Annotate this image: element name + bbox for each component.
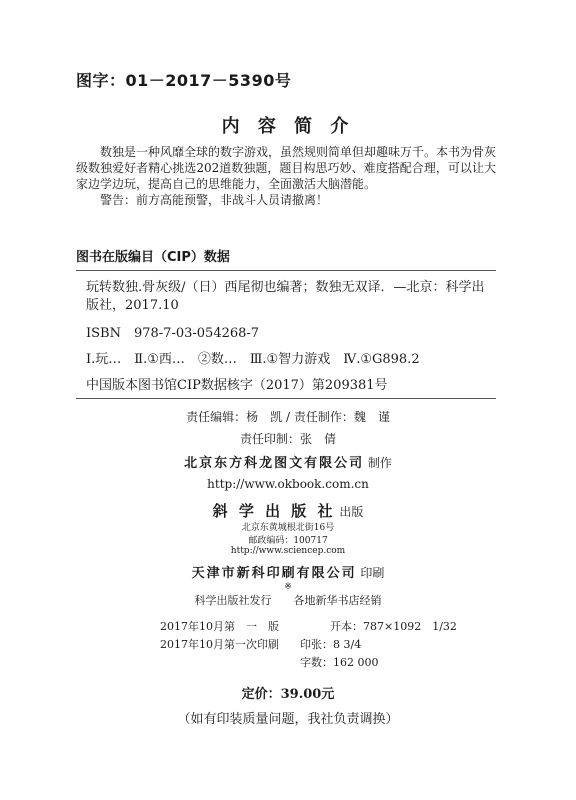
- cip-record: 玩转数独.骨灰级/（日）西尾彻也编著；数独无双译．—北京：科学出版社，2017.10: [86, 280, 485, 313]
- word-count: 字数：162 000: [300, 656, 379, 669]
- synopsis-paragraph: 数独是一种风靡全球的数字游戏，虽然规则简单但却趣味万千。本书为骨灰级数独爱好者精心挑选202道数独题，题目构思巧妙、难度搭配合理，可以让大家边学边玩，提高自己的思维能力，全面激活大脑潜能。: [76, 145, 497, 191]
- cip-top-rule: [76, 270, 496, 271]
- cip-data-number: 中国版本图书馆CIP数据核字（2017）第209381号: [86, 378, 388, 393]
- publisher-role: 出版: [339, 505, 364, 519]
- synopsis-warning: 警告：前方高能预警，非战斗人员请撤离！: [100, 193, 329, 207]
- producer-line: [0, 452, 576, 471]
- separator-mark: ※: [284, 582, 292, 592]
- producer-role: 制作: [367, 456, 392, 470]
- distribution-line: 科学出版社发行 各地新华书店经销: [194, 594, 382, 607]
- publisher-address: 北京东黄城根北街16号: [241, 523, 335, 533]
- printer-line: [0, 562, 576, 581]
- publisher-postcode: 邮政编码：100717: [248, 536, 328, 546]
- copyright-registration-number: 图字：01－2017－5390号: [76, 71, 292, 90]
- publisher-website: http://www.sciencep.com: [230, 546, 346, 556]
- producer-name: 北京东方科龙图文有限公司: [184, 456, 365, 471]
- publisher-line: [0, 500, 576, 521]
- synopsis-body: [76, 144, 496, 208]
- cip-heading: 图书在版编目（CIP）数据: [76, 250, 230, 265]
- printing-info: 2017年10月第一次印刷: [160, 638, 279, 651]
- synopsis-title: 内 容 简 介: [221, 116, 355, 137]
- cip-classification: Ⅰ.玩… Ⅱ.①西… ②数… Ⅲ.①智力游戏 Ⅳ.①G898.2: [86, 352, 420, 367]
- responsible-editors: 责任编辑：杨 凯 / 责任制作：魏 谨: [186, 410, 390, 424]
- producer-website: http://www.okbook.com.cn: [207, 477, 369, 491]
- publisher-name: 斜 学 出 版 社: [212, 502, 336, 520]
- cip-bottom-rule: [76, 398, 496, 399]
- printer-role: 印刷: [360, 566, 385, 580]
- printing-supervisor: 责任印制：张 倩: [239, 432, 336, 446]
- quality-guarantee-note: （如有印装质量问题，我社负责调换）: [177, 712, 399, 727]
- edition-info: 2017年10月第 一 版: [160, 620, 279, 633]
- price: 定价：39.00元: [241, 687, 335, 702]
- format-info: 开本：787×1092 1/32: [330, 620, 457, 633]
- cip-isbn: ISBN 978-7-03-054268-7: [86, 326, 260, 341]
- printer-name: 天津市新科印刷有限公司: [191, 566, 357, 581]
- sheets-info: 印张：8 3/4: [300, 638, 362, 651]
